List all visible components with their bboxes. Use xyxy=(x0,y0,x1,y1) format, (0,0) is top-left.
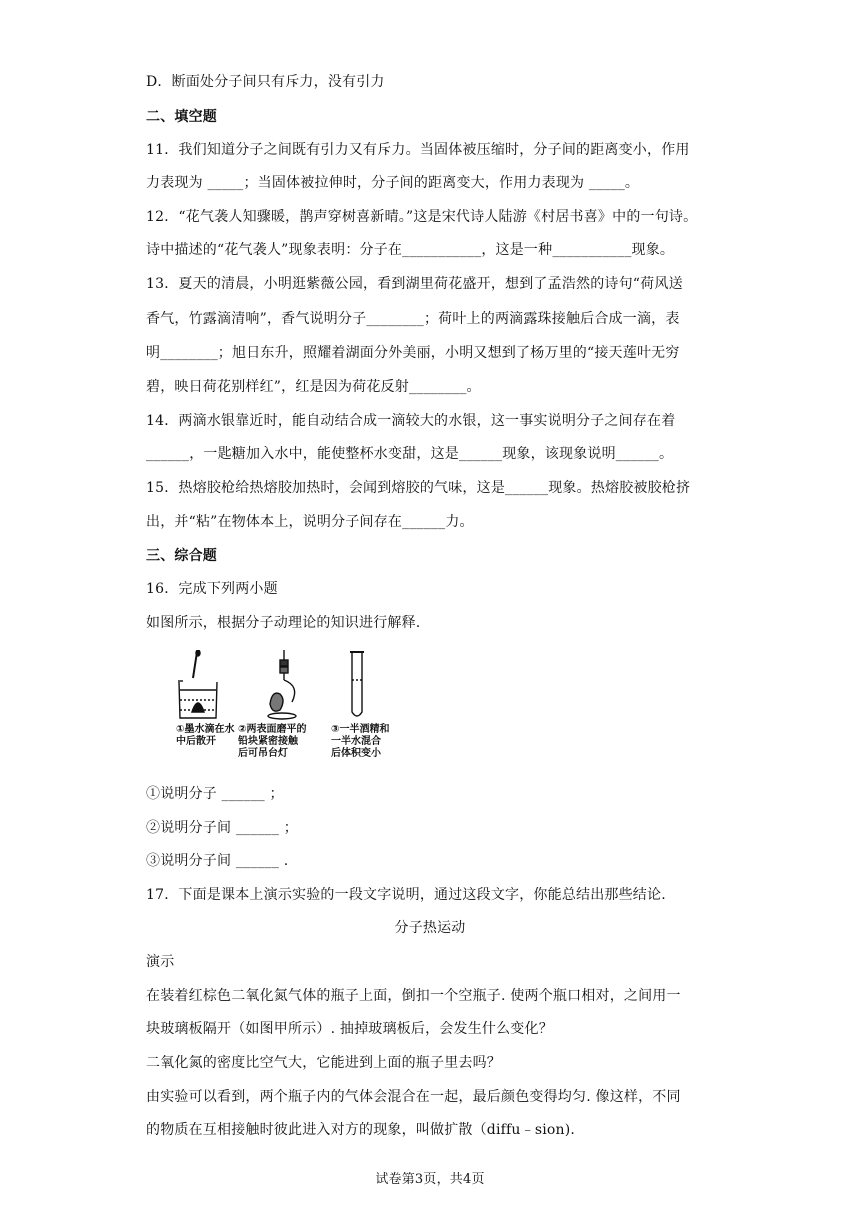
question-14-line-2: ______，一匙糖加入水中，能使整杯水变甜，这是______现象，该现象说明______。 xyxy=(146,446,674,462)
molecular-theory-figure xyxy=(176,650,398,766)
section-heading-fill-blank: 二、填空题 xyxy=(146,109,217,125)
figure-caption-1: ①墨水滴在水 中后散开 xyxy=(176,724,235,747)
question-13-line-1: 13．夏天的清晨，小明逛紫薇公园，看到湖里荷花盛开，想到了孟浩然的诗句“荷风送 xyxy=(146,276,683,292)
lead-blocks-lamp-illustration xyxy=(268,650,296,719)
question-13-line-2: 香气，竹露滴清响”，香气说明分子________；荷叶上的两滴露珠接触后合成一滴，表 xyxy=(146,311,680,327)
demo-paragraph-line-4: 由实验可以看到，两个瓶子内的气体会混合在一起，最后颜色变得均匀. 像这样，不同 xyxy=(146,1089,681,1105)
option-d: D．断面处分子间只有斥力，没有引力 xyxy=(146,74,385,90)
question-15-line-1: 15．热熔胶枪给热熔胶加热时，会闻到熔胶的气味，这是______现象。热熔胶被胶枪挤 xyxy=(146,480,691,496)
question-15-line-2: 出，并“粘”在物体本上，说明分子间存在______力。 xyxy=(146,514,474,530)
answer-1: ①说明分子 ______ ； xyxy=(146,786,284,802)
figure-caption-3: ③一半酒精和 一半水混合 后体积变小 xyxy=(331,724,390,759)
question-11-line-1: 11．我们知道分子之间既有引力又有斥力。当固体被压缩时，分子间的距离变小，作用 xyxy=(146,142,690,158)
beaker-dropper-illustration xyxy=(178,650,217,718)
demo-paragraph-line-3: 二氧化氮的密度比空气大，它能进到上面的瓶子里去吗？ xyxy=(146,1055,501,1071)
question-16-prompt: 如图所示，根据分子动理论的知识进行解释. xyxy=(146,615,421,631)
answer-2: ②说明分子间 ______ ； xyxy=(146,820,298,836)
question-11-line-2: 力表现为 _____；当固体被拉伸时，分子间的距离变大，作用力表现为 _____。 xyxy=(146,175,640,191)
test-tube-illustration xyxy=(350,652,364,716)
question-13-line-4: 碧，映日荷花别样红”，红是因为荷花反射________。 xyxy=(146,379,481,395)
figure-illustrations xyxy=(176,650,398,720)
question-12-line-1: 12．“花气袭人知骤暖，鹊声穿树喜新晴。”这是宋代诗人陆游《村居书喜》中的一句诗。 xyxy=(146,209,698,225)
page-footer: 试卷第3页，共4页 xyxy=(375,1172,485,1187)
question-14-line-1: 14．两滴水银靠近时，能自动结合成一滴较大的水银，这一事实说明分子之间存在着 xyxy=(146,413,676,429)
question-13-line-3: 明________；旭日东升，照耀着湖面分外美丽，小明又想到了杨万里的“接天莲叶无穷 xyxy=(146,345,680,361)
answer-3: ③说明分子间 ______ . xyxy=(146,853,289,869)
question-17-title: 17．下面是课本上演示实验的一段文字说明，通过这段文字，你能总结出那些结论. xyxy=(146,887,666,903)
figure-caption-2: ②两表面磨平的 铅块紧密接触 后可吊台灯 xyxy=(238,724,307,759)
demo-label: 演示 xyxy=(146,954,175,970)
question-12-line-2: 诗中描述的“花气袭人”现象表明：分子在___________，这是一种___________现象。 xyxy=(146,242,675,258)
question-16-title: 16．完成下列两小题 xyxy=(146,581,278,597)
demo-paragraph-line-5: 的物质在互相接触时彼此进入对方的现象，叫做扩散（diffu﹣sion). xyxy=(146,1122,576,1138)
demo-paragraph-line-2: 块玻璃板隔开（如图甲所示）. 抽掉玻璃板后，会发生什么变化？ xyxy=(146,1021,553,1037)
section-heading-comprehensive: 三、综合题 xyxy=(146,548,217,564)
section-title-molecular-motion: 分子热运动 xyxy=(394,920,466,936)
demo-paragraph-line-1: 在装着红棕色二氧化氮气体的瓶子上面，倒扣一个空瓶子. 使两个瓶口相对，之间用一 xyxy=(146,988,681,1004)
